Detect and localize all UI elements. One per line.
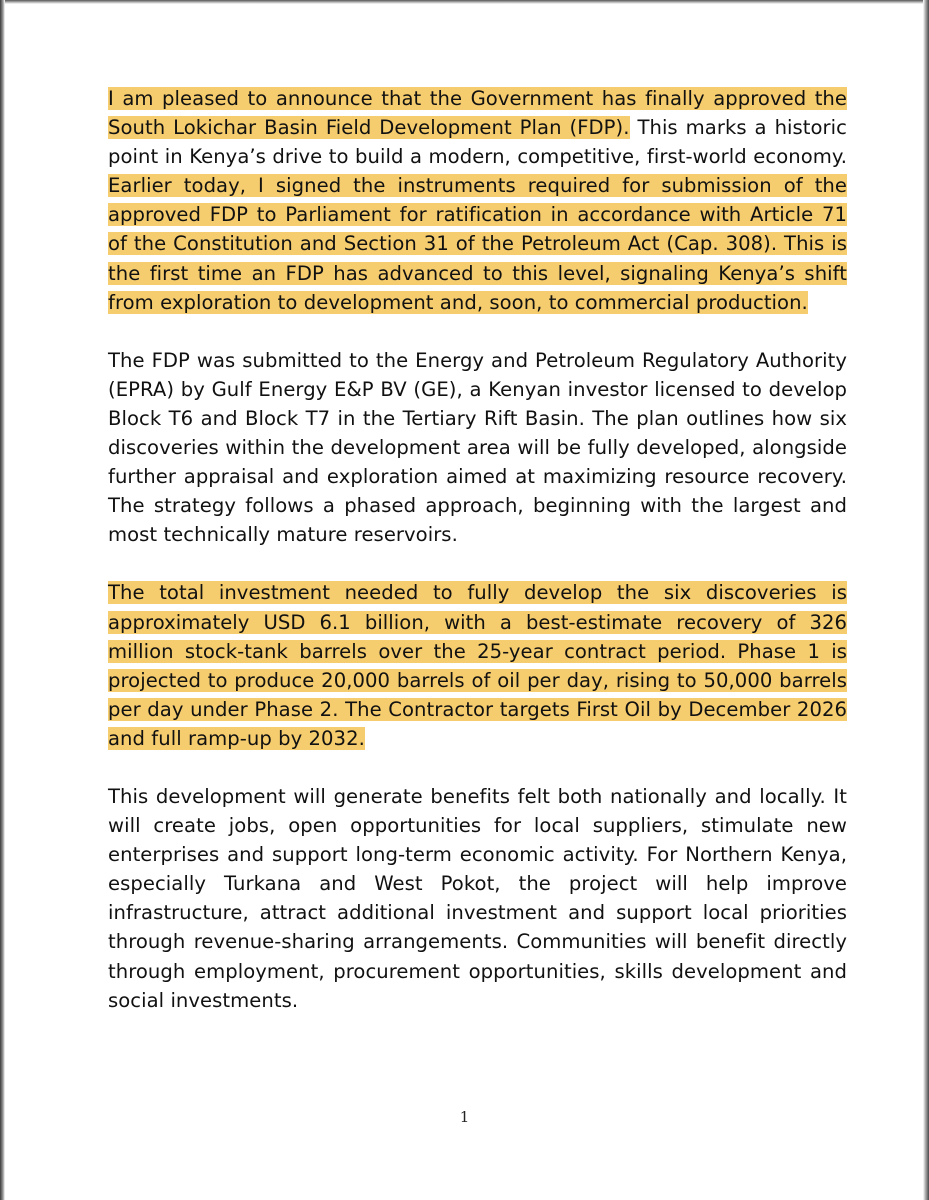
document-body bbox=[108, 84, 847, 1044]
plain-text: The FDP was submitted to the Energy and Petroleum Regulatory Authority (EPRA) by Gulf Energy E&P BV (GE), a Kenyan investor licensed to develop Block T6 and Block T7 in the Tertiary Rift Basin. The plan outlines how six discoveries within the development area will be fully developed, alongside further appraisal and exploration aimed at maximizing resource recovery. The strategy follows a phased approach, beginning with the largest and most technically mature reservoirs. bbox=[108, 348, 847, 547]
page-edge-right bbox=[923, 0, 929, 1200]
page-edge-top bbox=[0, 0, 929, 4]
highlighted-text: The total investment needed to fully develop the six discoveries is approximately USD 6.1 billion, with a best-estimate recovery of 326 million stock-tank barrels over the 25-year contract period. Phase 1 is projected to produce 20,000 barrels of oil per day, rising to 50,000 barrels per day under Phase 2. The Contractor targets First Oil by December 2026 and full ramp-up by 2032. bbox=[108, 581, 847, 750]
plain-text: This marks a historic point in Kenya’s drive to build a modern, competitive, first-world economy. bbox=[108, 116, 847, 169]
paragraph-1 bbox=[108, 84, 847, 317]
paragraph-4 bbox=[108, 782, 847, 1015]
page-number: 1 bbox=[459, 1108, 470, 1126]
plain-text: This development will generate benefits felt both nationally and locally. It will create jobs, open opportunities for local suppliers, stimulate new enterprises and support long-term economic activity. For Northern Kenya, especially Turkana and West Pokot, the project will help improve infrastructure, attract additional investment and support local priorities through revenue-sharing arrangements. Communities will benefit directly through employment, procurement opportunities, skills development and social investments. bbox=[108, 784, 847, 1012]
highlighted-text: Earlier today, I signed the instruments required for submission of the approved FDP to Parliament for ratification in accordance with Article 71 of the Constitution and Section 31 of the Petroleum Act (Cap. 308). This is the first time an FDP has advanced to this level, signaling Kenya’s shift from exploration to development and, soon, to commercial production. bbox=[108, 174, 847, 314]
highlighted-text: I am pleased to announce that the Government has finally approved the South Lokichar Basin Field Development Plan (FDP). bbox=[108, 87, 847, 140]
page-edge-left bbox=[0, 0, 5, 1200]
paragraph-3 bbox=[108, 578, 847, 753]
paragraph-2 bbox=[108, 346, 847, 550]
